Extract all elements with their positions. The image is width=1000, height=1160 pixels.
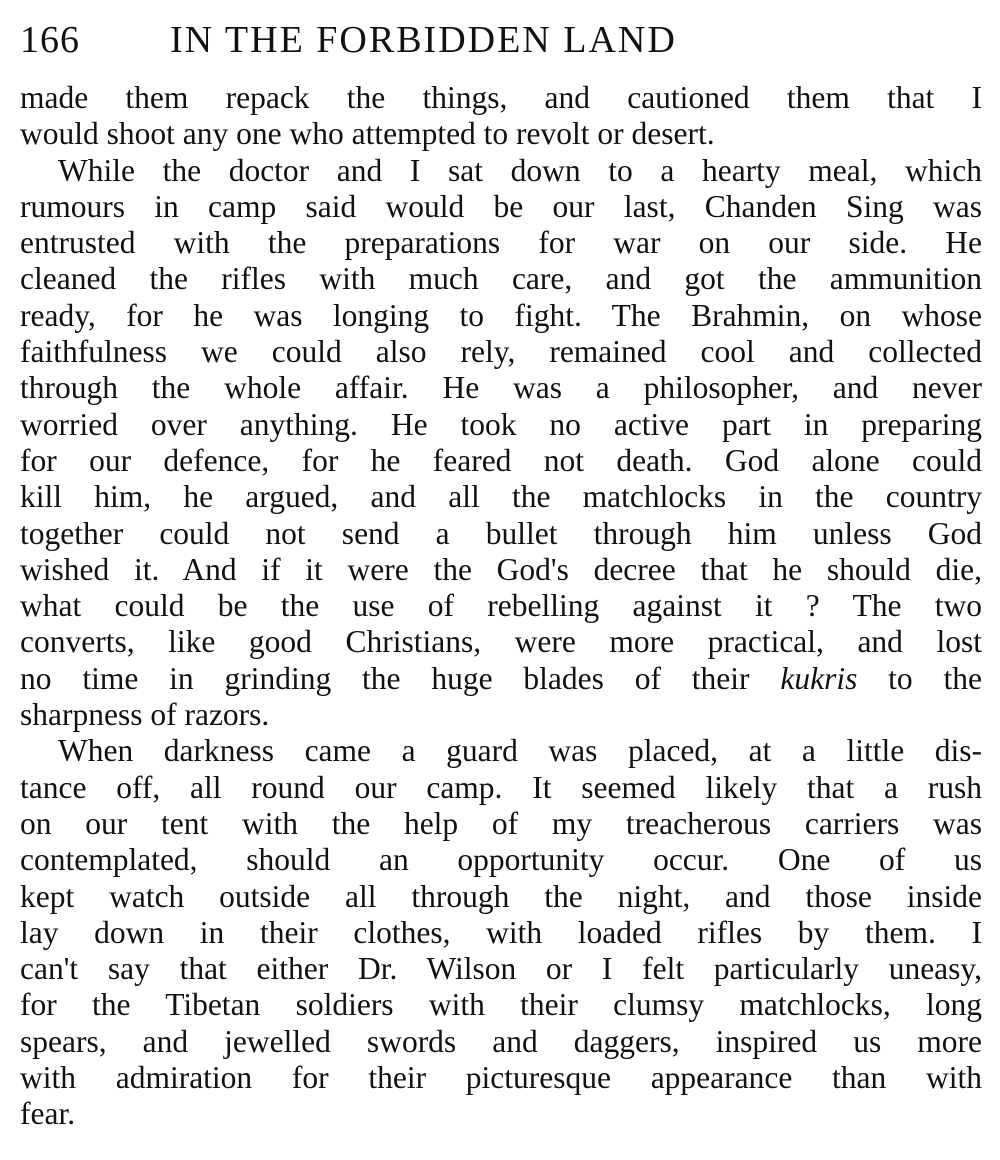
body-text xyxy=(20,80,982,1133)
text-line: contemplated, should an opportunity occur. One of us xyxy=(20,842,982,878)
text-line: with admiration for their picturesque appearance than with xyxy=(20,1060,982,1096)
text-line: for the Tibetan soldiers with their clumsy matchlocks, long xyxy=(20,987,982,1023)
text-line: made them repack the things, and cautioned them that I xyxy=(20,80,982,115)
line-text-before: no time in grinding the huge blades of their xyxy=(20,660,781,696)
text-line: would shoot any one who attempted to revolt or desert. xyxy=(20,116,715,152)
text-line: wished it. And if it were the God's decree that he should die, xyxy=(20,551,982,587)
text-line-with-italic xyxy=(20,661,982,697)
text-line: faithfulness we could also rely, remained cool and collected xyxy=(20,334,982,370)
text-line: spears, and jewelled swords and daggers, inspired us more xyxy=(20,1023,982,1059)
text-line: can't say that either Dr. Wilson or I felt particularly uneasy, xyxy=(20,951,982,987)
running-head xyxy=(20,18,982,80)
text-line: sharpness of razors. xyxy=(20,697,270,733)
text-line: While the doctor and I sat down to a hearty meal, which xyxy=(58,152,982,188)
text-line: rumours in camp said would be our last, Chanden Sing was xyxy=(20,188,982,224)
text-line: together could not send a bullet through him unless God xyxy=(20,515,982,551)
text-line: on our tent with the help of my treacherous carriers was xyxy=(20,805,982,841)
text-line: fear. xyxy=(20,1096,76,1132)
paragraph xyxy=(20,80,982,153)
text-line: ready, for he was longing to fight. The Brahmin, on whose xyxy=(20,297,982,333)
text-line: entrusted with the preparations for war on our side. He xyxy=(20,225,982,261)
running-title: IN THE FORBIDDEN LAND xyxy=(170,19,677,61)
text-line: tance off, all round our camp. It seemed likely that a rush xyxy=(20,769,982,805)
text-line: lay down in their clothes, with loaded rifles by them. I xyxy=(20,914,982,950)
text-line: cleaned the rifles with much care, and got the ammunition xyxy=(20,261,982,297)
paragraph xyxy=(20,153,982,734)
text-line: for our defence, for he feared not death. God alone could xyxy=(20,442,982,478)
page-number: 166 xyxy=(20,19,80,61)
italic-word-kukris: kukris xyxy=(780,660,858,696)
line-text-after: to the xyxy=(857,660,982,696)
text-line: converts, like good Christians, were more practical, and lost xyxy=(20,624,982,660)
text-line: kept watch outside all through the night, and those inside xyxy=(20,878,982,914)
text-line: When darkness came a guard was placed, at a little dis- xyxy=(58,733,982,769)
paragraph xyxy=(20,733,982,1132)
text-line: through the whole affair. He was a philosopher, and never xyxy=(20,370,982,406)
text-line: kill him, he argued, and all the matchlocks in the country xyxy=(20,479,982,515)
book-page xyxy=(20,18,982,1133)
text-line: worried over anything. He took no active part in preparing xyxy=(20,406,982,442)
text-line: what could be the use of rebelling against it ? The two xyxy=(20,588,982,624)
